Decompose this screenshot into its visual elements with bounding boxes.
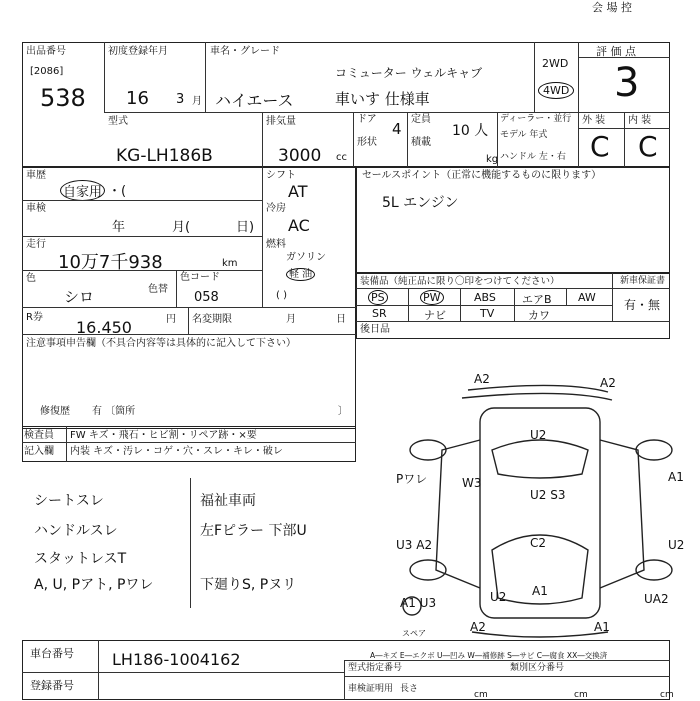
score-label: 評 価 点 bbox=[596, 45, 636, 58]
repair-label: 修復歴 bbox=[40, 406, 70, 417]
equip-abs: ABS bbox=[474, 291, 496, 304]
interior-row: 内装 キズ・汚レ・コゲ・穴・スレ・キレ・破レ bbox=[70, 446, 283, 457]
equip-aw: AW bbox=[578, 291, 596, 304]
shift-value: AT bbox=[288, 182, 308, 201]
shift-label: シフト bbox=[266, 170, 296, 181]
inspection-label: 車検 bbox=[26, 203, 46, 214]
expiry-label: 名変期限 bbox=[192, 314, 232, 325]
car-name-hw: ハイエース bbox=[215, 91, 294, 110]
capacity-value: 10 人 bbox=[452, 123, 489, 139]
sales-label: セールスポイント（正常に機能するものに限ります） bbox=[362, 170, 602, 181]
note-r1: 福祉車両 bbox=[200, 493, 256, 509]
first-reg-month-unit: 月 bbox=[192, 96, 202, 107]
mark-u3a2: U3 A2 bbox=[396, 538, 433, 552]
warranty-label: 新車保証書 bbox=[620, 276, 666, 286]
kg-unit: kg bbox=[486, 154, 499, 165]
category-value: 自家用 bbox=[60, 180, 105, 201]
chassis-value: LH186-1004162 bbox=[112, 650, 241, 669]
color-label: 色 bbox=[26, 273, 36, 284]
class-label: 類別区分番号 bbox=[510, 663, 565, 673]
expiry-day: 日 bbox=[336, 314, 346, 325]
r-label: R券 bbox=[26, 312, 43, 323]
handle-label: ハンドル 左・右 bbox=[500, 152, 566, 162]
inspection-day: 日) bbox=[236, 220, 255, 235]
inspector-label: 検査員 bbox=[24, 430, 54, 441]
exterior-label: 外 装 bbox=[582, 115, 606, 126]
dealer-label: ディーラー・並行 bbox=[500, 114, 572, 124]
chassis-label: 車台番号 bbox=[30, 647, 74, 660]
reg-label: 登録番号 bbox=[30, 679, 74, 692]
model-year-label: モデル 年式 bbox=[500, 130, 548, 140]
first-reg-year: 16 bbox=[126, 88, 149, 109]
top-right-fragment: 会 場 控 bbox=[592, 1, 632, 14]
inspection-month: 月( bbox=[172, 220, 191, 235]
note-1: シートスレ bbox=[34, 493, 104, 509]
note-r2: 左Fピラー 下部U bbox=[200, 523, 307, 539]
color-value: シロ bbox=[64, 288, 95, 306]
grade-hw-2: 車いす 仕様車 bbox=[335, 90, 430, 108]
doors-value: 4 bbox=[392, 120, 402, 138]
diagram-legend: A―キズ E―エクボ U―凹み W―補修跡 S―サビ C―腐食 XX―交換済 bbox=[370, 651, 608, 660]
exterior-grade: C bbox=[590, 130, 610, 163]
displacement-label: 排気量 bbox=[266, 116, 296, 127]
note-r3: 下廻りS, Pヌリ bbox=[200, 577, 297, 593]
fuel-diesel: 軽 油 bbox=[286, 268, 315, 281]
mark-a1u3: A1 U3 bbox=[400, 596, 437, 610]
equip-ps: PS bbox=[368, 290, 388, 305]
spare-label: スペア bbox=[402, 629, 426, 638]
repair-close: 〕 bbox=[338, 406, 348, 417]
equipment-label: 装備品（純正品に限り〇印をつけてください） bbox=[360, 276, 560, 287]
lot-number: 538 bbox=[40, 84, 86, 112]
first-reg-label: 初度登録年月 bbox=[108, 46, 168, 57]
mark-u2-right: U2 bbox=[668, 538, 685, 552]
warranty-value: 有・無 bbox=[624, 298, 661, 312]
load-label: 積載 bbox=[411, 137, 431, 148]
cm-2: cm bbox=[574, 690, 588, 700]
mark-u2-front: U2 bbox=[490, 590, 507, 604]
repair-value: 有 〔箇所 bbox=[92, 406, 136, 417]
fw-row: FW キズ・飛石・ヒビ割・リペア跡・×要 bbox=[70, 430, 257, 441]
category-tail: ・( bbox=[108, 184, 127, 199]
sales-box bbox=[356, 167, 670, 273]
equip-pw: PW bbox=[420, 290, 444, 305]
mark-a1-bottom: A1 bbox=[594, 620, 610, 634]
mark-ua2: UA2 bbox=[644, 592, 669, 606]
cm-3: cm bbox=[660, 690, 674, 700]
equip-navi: ナビ bbox=[424, 309, 446, 322]
interior-label: 内 装 bbox=[628, 115, 652, 126]
mark-pware: Pワレ bbox=[396, 472, 428, 486]
capacity-label: 定員 bbox=[411, 114, 431, 125]
mark-u2-roof: U2 bbox=[530, 428, 547, 442]
mark-c2: C2 bbox=[530, 536, 547, 550]
yen-unit: 円 bbox=[166, 314, 176, 325]
drive-2wd: 2WD bbox=[542, 57, 569, 70]
equip-airbag: エアB bbox=[522, 293, 552, 306]
equip-leather: カワ bbox=[528, 309, 550, 322]
shape-label: 形状 bbox=[357, 137, 377, 148]
color-code-value: 058 bbox=[194, 290, 219, 305]
footer-box bbox=[22, 640, 670, 700]
cc-unit: cc bbox=[336, 152, 347, 163]
displacement-value: 3000 bbox=[278, 146, 322, 166]
km-unit: km bbox=[222, 258, 238, 269]
note-2: ハンドルスレ bbox=[34, 523, 118, 539]
fuel-gasoline: ガソリン bbox=[286, 252, 326, 263]
model-value: KG-LH186B bbox=[116, 146, 213, 166]
type-cert-label: 型式指定番号 bbox=[348, 663, 403, 673]
color-code-label: 色コード bbox=[180, 272, 220, 283]
grade-hw-1: コミューター ウェルキャブ bbox=[335, 66, 483, 80]
interior-grade: C bbox=[638, 130, 658, 163]
inspection-year: 年 bbox=[112, 220, 126, 235]
fuel-label: 燃料 bbox=[266, 239, 286, 250]
fuel-paren: ( ) bbox=[276, 290, 287, 301]
mileage-value: 10万7千938 bbox=[58, 252, 163, 273]
lot-label: 出品番号 bbox=[26, 46, 66, 57]
equip-sr: SR bbox=[372, 307, 387, 320]
mark-a2-top-right: A2 bbox=[600, 376, 616, 390]
note-3: スタットレスT bbox=[34, 551, 127, 567]
note-4: A, U, Pアト, Pワレ bbox=[34, 577, 154, 593]
sales-point: 5L エンジン bbox=[382, 195, 459, 211]
mark-a1-right: A1 bbox=[668, 470, 684, 484]
lot-sub: [2086] bbox=[30, 66, 64, 77]
len-label: 長さ bbox=[400, 684, 419, 694]
mark-a1-front: A1 bbox=[532, 584, 548, 598]
color-no-label: 色替 bbox=[148, 284, 168, 295]
equip-tv: TV bbox=[480, 307, 495, 320]
car-grade-label: 車名・グレード bbox=[210, 46, 280, 57]
mark-a2-bottom: A2 bbox=[470, 620, 486, 634]
entry-label: 記入欄 bbox=[24, 446, 54, 457]
category-label: 車歴 bbox=[26, 170, 46, 181]
score-value: 3 bbox=[614, 60, 640, 106]
ac-label: 冷房 bbox=[266, 203, 286, 214]
drive-4wd: 4WD bbox=[538, 82, 574, 99]
mark-a2-top-left: A2 bbox=[474, 372, 490, 386]
mileage-label: 走行 bbox=[26, 239, 46, 250]
ac-value: AC bbox=[288, 216, 310, 235]
expiry-month: 月 bbox=[286, 314, 296, 325]
first-reg-month: 3 bbox=[176, 92, 185, 107]
model-label: 型式 bbox=[108, 116, 128, 127]
cert-label: 車検証明用 bbox=[348, 684, 394, 694]
after-label: 後日品 bbox=[360, 324, 390, 335]
r-value: 16.450 bbox=[76, 318, 132, 337]
mark-u2s3: U2 S3 bbox=[530, 488, 566, 502]
mark-w3: W3 bbox=[462, 476, 482, 490]
doors-label: ドア bbox=[357, 114, 377, 125]
cm-1: cm bbox=[474, 690, 488, 700]
notes-label: 注意事項申告欄（不具合内容等は具体的に記入して下さい） bbox=[26, 338, 296, 349]
